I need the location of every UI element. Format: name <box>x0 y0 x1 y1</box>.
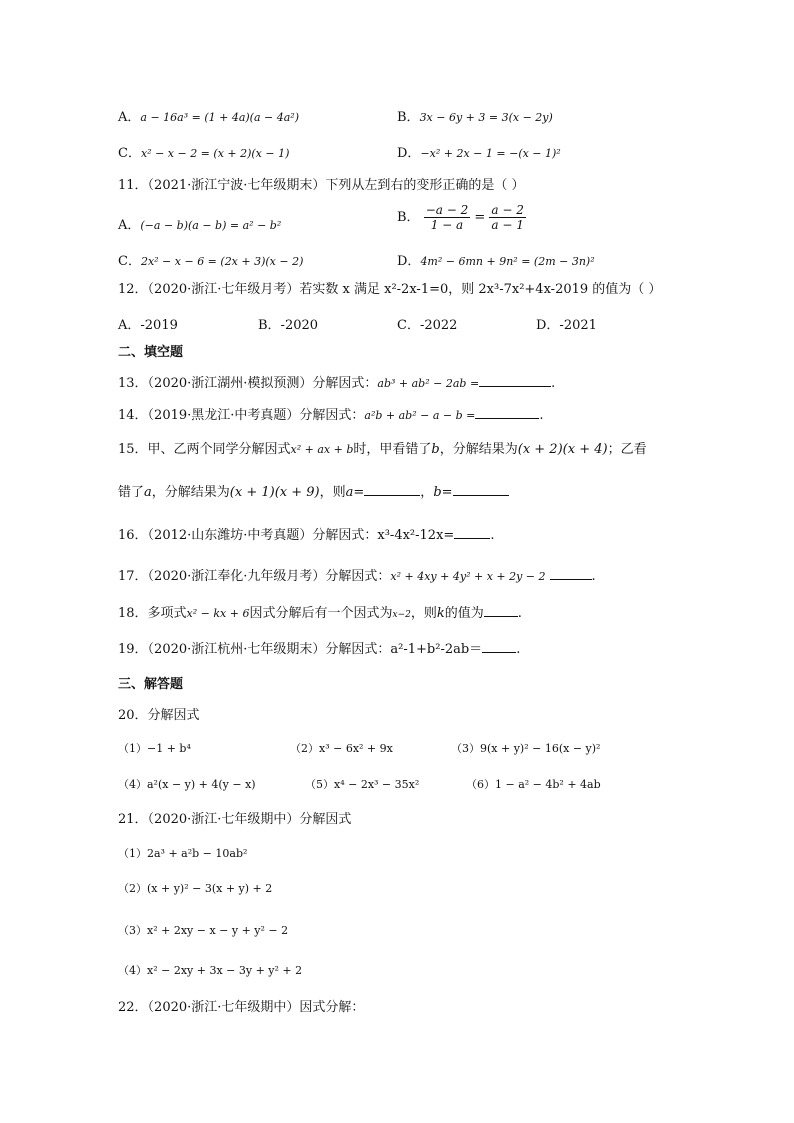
q12-option-b: B．-2020 <box>258 318 319 333</box>
fraction-denominator: a − 1 <box>491 218 524 232</box>
option-label: D． <box>397 146 421 161</box>
q15-var: a <box>345 485 354 500</box>
option-expr: 2x² − x − 6 = (2x + 3)(x − 2) <box>140 255 304 268</box>
q13 <box>118 374 555 392</box>
q10-option-a <box>118 106 299 125</box>
answer-blank[interactable] <box>482 640 516 653</box>
q20-stem: 20．分解因式 <box>118 708 200 723</box>
q21-part-3: （3）x² + 2xy − x − y + y² − 2 <box>118 924 289 937</box>
q18-period: . <box>517 606 522 621</box>
q20-part-3: （3）9(x + y)² − 16(x − y)² <box>451 742 601 755</box>
option-label: A． <box>118 110 141 125</box>
q16-period: . <box>490 528 495 543</box>
q11-stem: 11．（2021·浙江宁波·七年级期末）下列从左到右的变形正确的是（ ） <box>118 178 525 193</box>
q18-var: k <box>436 606 445 621</box>
q16 <box>118 526 494 544</box>
q12-stem: 12．（2020·浙江·七年级月考）若实数 x 满足 x²-2x-1=0，则 2x³-7x²+4x-2019 的值为（ ） <box>118 282 662 297</box>
q15-text: ， <box>420 485 434 500</box>
q19 <box>118 640 520 658</box>
q14-expr: a²b + ab² − a − b = <box>364 409 476 422</box>
answer-blank[interactable] <box>475 406 539 419</box>
q14 <box>118 406 544 424</box>
q15-text: = <box>353 485 365 500</box>
q18 <box>118 604 522 623</box>
answer-blank[interactable] <box>550 567 592 580</box>
q11-option-a <box>118 214 281 233</box>
option-expr: x² − x − 2 = (x + 2)(x − 1) <box>140 147 290 160</box>
q13-period: . <box>551 376 556 391</box>
option-label: B． <box>397 110 420 125</box>
section-heading-fill-in: 二、填空题 <box>118 345 184 360</box>
q12-option-d: D．-2021 <box>536 318 597 333</box>
q15-text: ，分解结果为 <box>151 485 230 500</box>
q15-text: 错了 <box>118 485 145 500</box>
q20-part-5: （5）x⁴ − 2x³ − 35x² <box>305 778 420 791</box>
q13-text: 13．（2020·浙江湖州·模拟预测）分解因式： <box>118 376 378 391</box>
q15-text: 15．甲、乙两个同学分解因式 <box>118 442 291 457</box>
option-expr: a − 16a³ = (1 + 4a)(a − 4a²) <box>140 111 299 124</box>
answer-blank[interactable] <box>479 374 551 387</box>
fraction-denominator: 1 − a <box>430 218 464 232</box>
q15-expr: x² + ax + b <box>290 443 354 456</box>
q18-expr: x² − kx + 6 <box>186 607 250 620</box>
q14-text: 14．（2019·黑龙江·中考真题）分解因式： <box>118 408 365 423</box>
q15-var: a <box>144 485 152 500</box>
q15-text: 时，甲看错了 <box>353 442 432 457</box>
q18-text: 因式分解后有一个因式为 <box>249 606 393 621</box>
q21-stem: 21．（2020·浙江·七年级期中）分解因式 <box>118 812 352 827</box>
option-label: A． <box>118 218 141 233</box>
fraction-right <box>489 203 525 232</box>
q20-part-2: （2）x³ − 6x² + 9x <box>290 742 393 755</box>
q10-option-d <box>397 142 561 161</box>
q20-part-4: （4）a²(x − y) + 4(y − x) <box>118 778 256 791</box>
q15-expr: (x + 1)(x + 9) <box>229 485 320 500</box>
q17 <box>118 567 596 585</box>
q11-option-c <box>118 250 303 269</box>
q17-text: 17．（2020·浙江奉化·九年级月考）分解因式： <box>118 569 391 584</box>
q18-text: 的值为 <box>444 606 484 621</box>
option-expr: 4m² − 6mn + 9n² = (2m − 3n)² <box>420 255 595 268</box>
q21-part-4: （4）x² − 2xy + 3x − 3y + y² + 2 <box>118 964 303 977</box>
option-expr: (−a − b)(a − b) = a² − b² <box>140 219 282 232</box>
q15-text: ；乙看 <box>607 442 647 457</box>
q15-text: = <box>441 485 453 500</box>
section-heading-solve: 三、解答题 <box>118 677 184 692</box>
q22-stem: 22．（2020·浙江·七年级期中）因式分解： <box>118 1000 365 1015</box>
q20-part-1: （1）−1 + b⁴ <box>118 742 191 755</box>
equals-sign: = <box>474 210 486 225</box>
fraction-numerator: a − 2 <box>491 203 524 217</box>
q12-option-a: A．-2019 <box>118 318 178 333</box>
answer-blank[interactable] <box>364 483 420 496</box>
q19-period: . <box>516 642 521 657</box>
option-label: D． <box>397 254 421 269</box>
q18-text: 18．多项式 <box>118 606 187 621</box>
q17-expr: x² + 4xy + 4y² + x + 2y − 2 <box>390 570 546 583</box>
q11-option-d <box>397 250 595 269</box>
q13-expr: ab³ + ab² − 2ab = <box>377 377 480 390</box>
q11-option-b <box>397 203 526 232</box>
option-label: B． <box>397 210 420 225</box>
answer-blank[interactable] <box>454 526 490 539</box>
q15-line-1 <box>118 442 647 458</box>
q21-part-1: （1）2a³ + a²b − 10ab² <box>118 847 248 860</box>
q14-period: . <box>539 408 544 423</box>
q21-part-2: （2）(x + y)² − 3(x + y) + 2 <box>118 882 273 895</box>
q15-text: ，则 <box>319 485 346 500</box>
q12-option-c: C．-2022 <box>397 318 458 333</box>
q18-factor: x−2 <box>392 610 411 620</box>
fraction-numerator: −a − 2 <box>425 203 469 217</box>
option-label: C． <box>118 146 141 161</box>
q15-text: ，分解结果为 <box>439 442 518 457</box>
q17-period: . <box>591 569 596 584</box>
q15-var: b <box>433 485 442 500</box>
q20-part-6: （6）1 − a² − 4b² + 4ab <box>466 778 601 791</box>
q19-text: 19．（2020·浙江杭州·七年级期末）分解因式：a²-1+b²-2ab＝ <box>118 642 483 657</box>
answer-blank[interactable] <box>453 483 509 496</box>
q10-option-c <box>118 142 289 161</box>
q18-text: ，则 <box>410 606 437 621</box>
fraction-left <box>424 203 471 232</box>
option-expr: −x² + 2x − 1 = −(x − 1)² <box>420 147 561 160</box>
answer-blank[interactable] <box>484 604 518 617</box>
option-label: C． <box>118 254 141 269</box>
q10-option-b <box>397 106 553 125</box>
q16-text: 16．（2012·山东潍坊·中考真题）分解因式：x³-4x²-12x= <box>118 528 455 543</box>
option-expr: 3x − 6y + 3 = 3(x − 2y) <box>419 111 553 124</box>
q15-expr: (x + 2)(x + 4) <box>517 442 608 457</box>
q15-var: b <box>431 442 440 457</box>
q15-line-2 <box>118 483 509 501</box>
